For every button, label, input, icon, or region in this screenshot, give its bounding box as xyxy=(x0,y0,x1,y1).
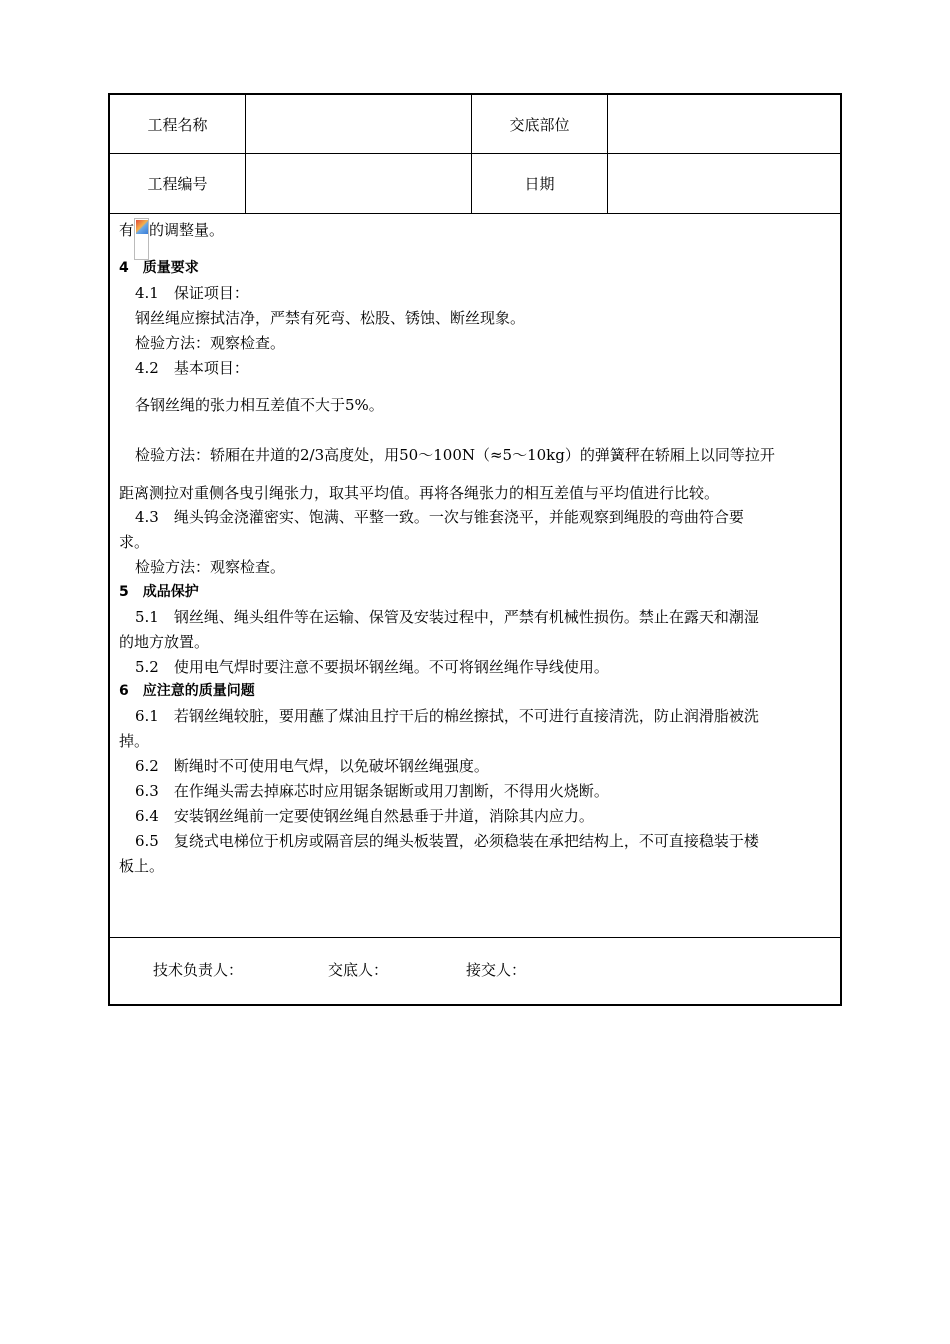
project-number-value[interactable] xyxy=(246,154,471,213)
project-number-label: 工程编号 xyxy=(147,175,208,193)
handover-part-value[interactable] xyxy=(608,95,840,153)
line-prefix: 有 xyxy=(119,221,135,239)
item-4-2-text: 各钢丝绳的张力相互差值不大于5%。 xyxy=(135,396,384,414)
item-6-1-line2: 掉。 xyxy=(119,732,150,750)
date-label: 日期 xyxy=(524,175,555,193)
item-6-5-line1: 6.5 复绕式电梯位于机房或隔音层的绳头板装置，必须稳装在承把结构上，不可直接稳装于楼 xyxy=(135,832,759,850)
date-value[interactable] xyxy=(608,154,840,213)
project-name-value[interactable] xyxy=(246,95,471,153)
item-4-1: 4.1 保证项目： xyxy=(135,284,249,302)
handover-part-label: 交底部位 xyxy=(509,115,570,134)
signature-row xyxy=(110,937,840,1004)
item-4-2-check-line1: 检验方法：轿厢在井道的2/3高度处，用50～100N（≈5～10kg）的弹簧秤在轿厢上以同等拉开 xyxy=(135,446,775,464)
item-4-1-check: 检验方法：观察检查。 xyxy=(135,334,286,352)
item-6-5-line2: 板上。 xyxy=(119,857,165,875)
header-table xyxy=(110,95,840,214)
handover-form xyxy=(108,93,842,1006)
section-4-title: 4 质量要求 xyxy=(119,260,199,276)
handover-by-label: 交底人： xyxy=(328,961,389,979)
receiver-label: 接交人： xyxy=(466,961,527,979)
item-6-4: 6.4 安装钢丝绳前一定要使钢丝绳自然悬垂于井道，消除其内应力。 xyxy=(135,807,594,825)
item-4-3-line1: 4.3 绳头钨金浇灌密实、饱满、平整一致。一次与锥套浇平，并能观察到绳股的弯曲符合要 xyxy=(135,508,744,526)
item-6-2: 6.2 断绳时不可使用电气焊，以免破坏钢丝绳强度。 xyxy=(135,757,489,775)
broken-image-icon xyxy=(134,218,149,260)
item-4-3-line2: 求。 xyxy=(119,533,150,551)
header-bottom-border xyxy=(110,213,840,214)
item-4-2: 4.2 基本项目： xyxy=(135,359,249,377)
item-4-2-check-line2: 距离测拉对重侧各曳引绳张力，取其平均值。再将各绳张力的相互差值与平均值进行比较。 xyxy=(119,484,720,502)
adjustment-line xyxy=(119,218,831,260)
section-6-title: 6 应注意的质量问题 xyxy=(119,683,255,699)
item-4-3-check: 检验方法：观察检查。 xyxy=(135,558,286,576)
item-5-2: 5.2 使用电气焊时要注意不要损坏钢丝绳。不可将钢丝绳作导线使用。 xyxy=(135,658,609,676)
item-6-1-line1: 6.1 若钢丝绳较脏，要用蘸了煤油且拧干后的棉丝擦拭，不可进行直接清洗，防止润滑脂被洗 xyxy=(135,707,759,725)
tech-lead-label: 技术负责人： xyxy=(153,961,244,979)
footer-top-border xyxy=(110,937,840,938)
line-suffix: 的调整量。 xyxy=(149,221,225,239)
item-5-1-line1: 5.1 钢丝绳、绳头组件等在运输、保管及安装过程中，严禁有机械性损伤。禁止在露天和潮湿 xyxy=(135,608,759,626)
section-5-title: 5 成品保护 xyxy=(119,584,199,600)
item-5-1-line2: 的地方放置。 xyxy=(119,633,210,651)
item-6-3: 6.3 在作绳头需去掉麻芯时应用锯条锯断或用刀割断，不得用火烧断。 xyxy=(135,782,609,800)
item-4-1-text: 钢丝绳应擦拭洁净，严禁有死弯、松股、锈蚀、断丝现象。 xyxy=(135,309,526,327)
project-name-label: 工程名称 xyxy=(147,115,208,134)
